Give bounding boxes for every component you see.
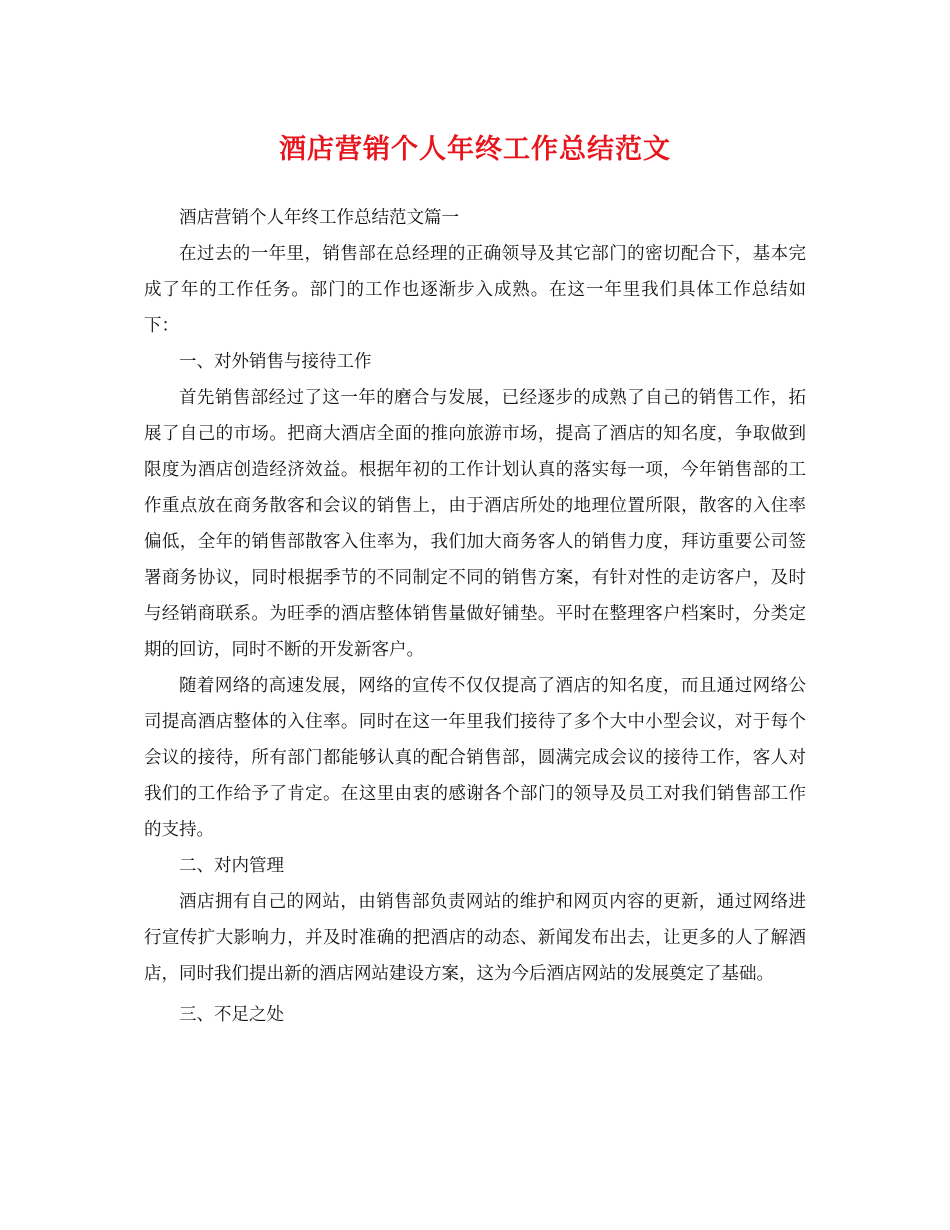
section-heading-shortcomings: 三、不足之处: [179, 1005, 284, 1025]
paragraph-network-promotion: 随着网络的高速发展，网络的宣传不仅仅提高了酒店的知名度，而且通过网络公司提高酒店整体的入住率。同时在这一年里我们接待了多个大中小型会议，对于每个会议的接待，所有部门都能够认真的配合销售部，圆满完成会议的接待工作，客人对我们的工作给予了肯定。在这里由衷的感谢各个部门的领导及员工对我们销售部工作的支持。: [144, 676, 806, 840]
paragraph-website: 酒店拥有自己的网站，由销售部负责网站的维护和网页内容的更新，通过网络进行宣传扩大影响力，并及时准确的把酒店的动态、新闻发布出去，让更多的人了解酒店，同时我们提出新的酒店网站建设方案，这为今后酒店网站的发展奠定了基础。: [144, 892, 806, 984]
paragraph-sales-work: 首先销售部经过了这一年的磨合与发展，已经逐步的成熟了自己的销售工作，拓展了自己的市场。把商大酒店全面的推向旅游市场，提高了酒店的知名度，争取做到限度为酒店创造经济效益。根据年初的工作计划认真的落实每一项，今年销售部的工作重点放在商务散客和会议的销售上，由于酒店所处的地理位置所限，散客的入住率偏低，全年的销售部散客入住率为，我们加大商务客人的销售力度，拜访重要公司签署商务协议，同时根据季节的不同制定不同的销售方案，有针对性的走访客户，及时与经销商联系。为旺季的酒店整体销售量做好铺垫。平时在整理客户档案时，分类定期的回访，同时不断的开发新客户。: [144, 388, 806, 660]
section-heading-external-sales: 一、对外销售与接待工作: [179, 352, 372, 372]
paragraph-intro: 在过去的一年里，销售部在总经理的正确领导及其它部门的密切配合下，基本完成了年的工作任务。部门的工作也逐渐步入成熟。在这一年里我们具体工作总结如下：: [144, 244, 806, 336]
section-heading-part-one: 酒店营销个人年终工作总结范文篇一: [179, 208, 459, 228]
section-heading-internal-management: 二、对内管理: [179, 856, 284, 876]
document-title: 酒店营销个人年终工作总结范文: [279, 134, 671, 165]
document-body: [144, 200, 806, 1033]
